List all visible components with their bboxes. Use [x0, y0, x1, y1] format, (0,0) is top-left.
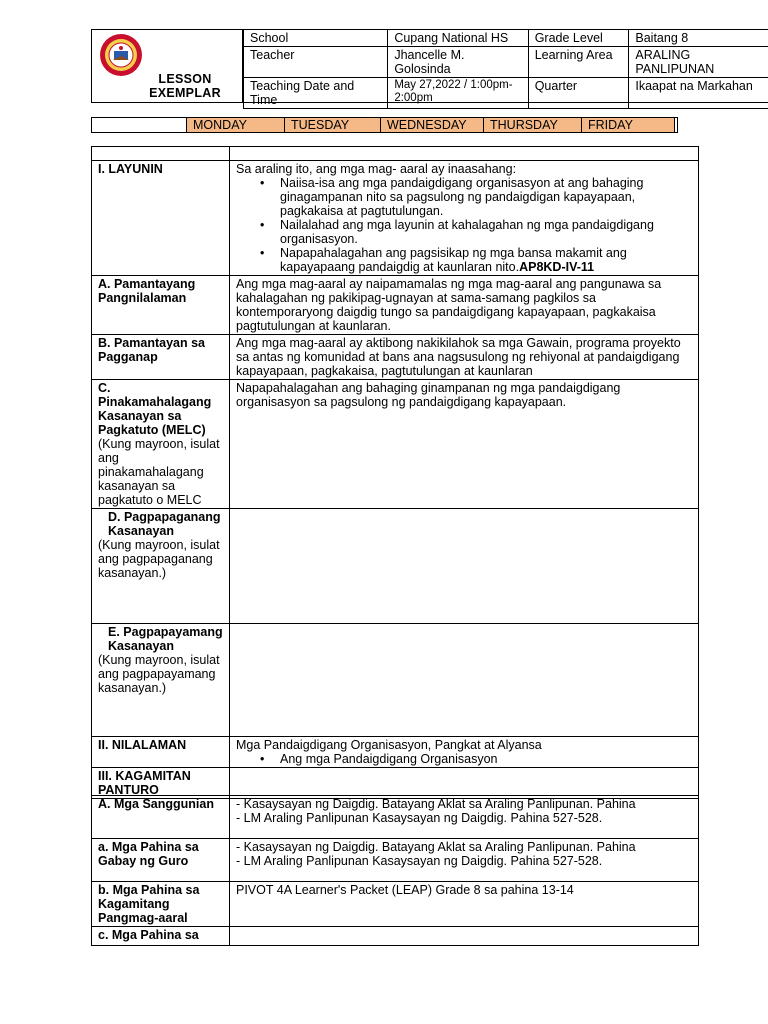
list-item-text: Napapahalagahan ang pagsisikap ng mga bansa makamit ang kapayapaang pandaigdig at kaunlaran nito.: [280, 246, 627, 274]
nilalaman-text: Mga Pandaigdigang Organisasyon, Pangkat at Alyansa: [236, 738, 542, 752]
school-seal-icon: [99, 33, 143, 77]
row-label: c. Mga Pahina sa: [92, 927, 230, 946]
header-row-teacher: [244, 47, 768, 78]
lesson-exemplar-title: [130, 72, 240, 100]
title-line-1: LESSON: [158, 72, 212, 86]
row-content: PIVOT 4A Learner's Packet (LEAP) Grade 8 sa pahina 13-14: [230, 882, 699, 927]
row-kagamitan: [92, 768, 699, 799]
header-key: Teaching Date and Time: [244, 78, 388, 109]
row-content: [230, 509, 699, 624]
layunin-list: [236, 176, 692, 274]
header-key: Teacher: [244, 47, 388, 78]
row-label: A. Mga Sanggunian: [92, 796, 230, 839]
day-tuesday: TUESDAY: [285, 118, 381, 133]
blank-row: [92, 147, 699, 161]
header-value: ARALING PANLIPUNAN: [629, 47, 768, 78]
reference-line: - LM Araling Panlipunan Kasaysayan ng Daigdig. Pahina 527-528.: [236, 854, 603, 868]
row-label: II. NILALAMAN: [92, 737, 230, 768]
row-label: III. KAGAMITAN PANTURO: [92, 768, 230, 799]
list-item: • Naiisa-isa ang mga pandaigdigang organisasyon at ang bahaging ginagampanan nito sa pagsulong ng pandaigdigan kapayapaan, pagkakaisa at pagtutulungan.: [280, 176, 692, 218]
header-key: Learning Area: [528, 47, 629, 78]
pagpapayamang-note: (Kung mayroon, isulat ang pagpapayamang kasanayan.): [98, 653, 220, 695]
day-monday: MONDAY: [187, 118, 285, 133]
row-content: [230, 927, 699, 946]
reference-line: - Kasaysayan ng Daigdig. Batayang Aklat sa Araling Panlipunan. Pahina: [236, 797, 636, 811]
header-row-school: [244, 30, 768, 47]
day-friday: FRIDAY: [582, 118, 675, 133]
resources-table: [91, 795, 699, 946]
row-nilalaman: [92, 737, 699, 768]
header-value: Jhancelle M. Golosinda: [388, 47, 528, 78]
row-label: [92, 624, 230, 737]
row-label: [92, 380, 230, 509]
row-sanggunian: [92, 796, 699, 839]
row-label: a. Mga Pahina sa Gabay ng Guro: [92, 839, 230, 882]
row-label: I. LAYUNIN: [92, 161, 230, 276]
row-label: A. Pamantayang Pangnilalaman: [92, 276, 230, 335]
header-row-date: [244, 78, 768, 109]
list-item: [280, 246, 692, 274]
row-content: [230, 737, 699, 768]
header-value: May 27,2022 / 1:00pm-2:00pm: [388, 78, 528, 109]
day-thursday: THURSDAY: [484, 118, 582, 133]
row-content: Napapahalagahan ang bahaging ginampanan ng mga pandaigdigang organisasyon sa pagsulong ng pandaigdigang kapayapaan.: [230, 380, 699, 509]
header-value: Cupang National HS: [388, 30, 528, 47]
header-key: Grade Level: [528, 30, 629, 47]
row-pagpapaganang: [92, 509, 699, 624]
row-content: [230, 624, 699, 737]
day-wednesday: WEDNESDAY: [381, 118, 484, 133]
row-label: B. Pamantayan sa Pagganap: [92, 335, 230, 380]
competency-code: AP8KD-IV-11: [519, 260, 595, 274]
melc-note: (Kung mayroon, isulat ang pinakamahalagang kasanayan sa pagkatuto o MELC: [98, 437, 220, 507]
row-content: [230, 796, 699, 839]
header-value: Ikaapat na Markahan: [629, 78, 768, 109]
header-info-table: [243, 29, 768, 109]
row-pagpapayamang: [92, 624, 699, 737]
row-kagamitang-pangmag-aaral: [92, 882, 699, 927]
row-teksbuk: [92, 927, 699, 946]
row-content: [230, 161, 699, 276]
row-content: [230, 768, 699, 799]
row-layunin: [92, 161, 699, 276]
reference-line: - LM Araling Panlipunan Kasaysayan ng Daigdig. Pahina 527-528.: [236, 811, 603, 825]
list-item: • Ang mga Pandaigdigang Organisasyon: [280, 752, 692, 766]
row-content: [230, 839, 699, 882]
list-item: • Nailalahad ang mga layunin at kahalagahan ng mga pandaigdigang organisasyon.: [280, 218, 692, 246]
row-gabay-guro: [92, 839, 699, 882]
pagpapaganang-note: (Kung mayroon, isulat ang pagpapaganang kasanayan.): [98, 538, 220, 580]
layunin-intro: Sa araling ito, ang mga mag- aaral ay inaasahang:: [236, 162, 517, 176]
pagpapaganang-label: D. Pagpapaganang Kasanayan: [108, 510, 221, 538]
row-label: b. Mga Pahina sa Kagamitang Pangmag-aaral: [92, 882, 230, 927]
pagpapayamang-label: E. Pagpapayamang Kasanayan: [108, 625, 223, 653]
day-tabs: [186, 117, 675, 133]
row-content: Ang mga mag-aaral ay aktibong nakikilahok sa mga Gawain, programa proyekto sa antas ng komunidad at bans ana nagsusulong ng rehiyonal at pandaigdigang kapayapaan, pagkakaisa, pagtutulungan at kaunlaran: [230, 335, 699, 380]
row-pamantayan-pagganap: [92, 335, 699, 380]
row-pamantayang-pangnilalaman: [92, 276, 699, 335]
header-key: School: [244, 30, 388, 47]
row-label: [92, 509, 230, 624]
nilalaman-list: [236, 752, 692, 766]
row-melc: [92, 380, 699, 509]
title-line-2: EXEMPLAR: [149, 86, 221, 100]
reference-line: - Kasaysayan ng Daigdig. Batayang Aklat sa Araling Panlipunan. Pahina: [236, 840, 636, 854]
lesson-table: [91, 146, 699, 799]
row-content: Ang mga mag-aaral ay naipamamalas ng mga mag-aaral ang pangunawa sa kahalagahan ng pakikipag-ugnayan at sama-samang pagkilos sa kontemporaryong daigdig tungo sa pandaigdigang kapayapaan, pagkakaisa pagtutulungan at kaunlaran.: [230, 276, 699, 335]
header-value: Baitang 8: [629, 30, 768, 47]
header-key: Quarter: [528, 78, 629, 109]
melc-label: C. Pinakamahalagang Kasanayan sa Pagkatuto (MELC): [98, 381, 212, 437]
